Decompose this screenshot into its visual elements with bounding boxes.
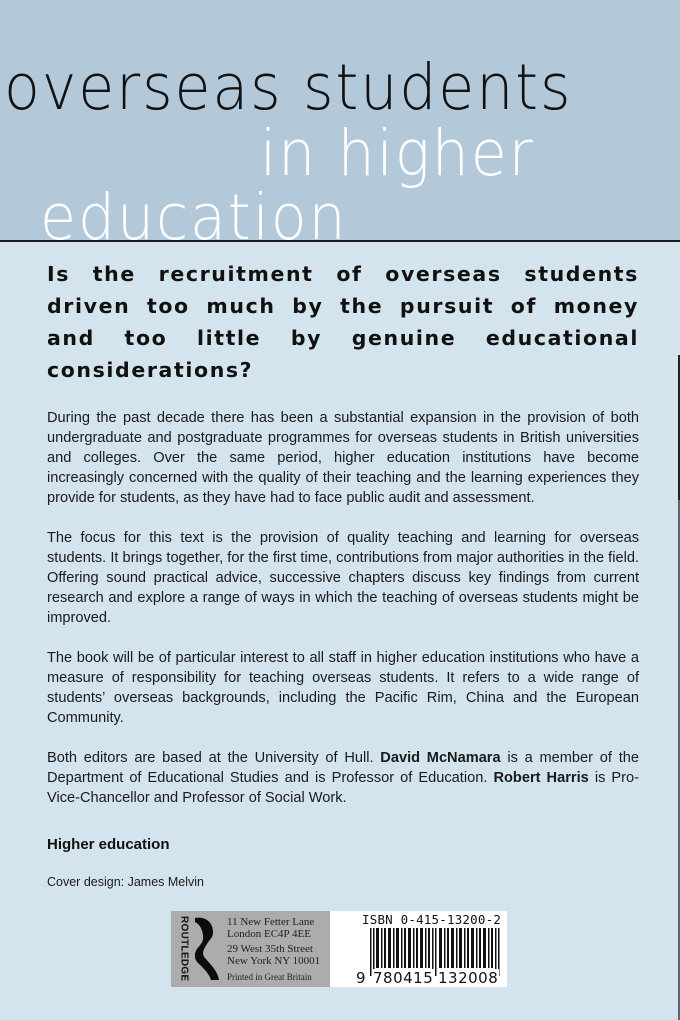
editor-name-mcnamara: David McNamara: [380, 750, 501, 766]
header-divider: [0, 240, 680, 242]
editors-paragraph: [47, 748, 639, 808]
publisher-name: ROUTLEDGE: [178, 916, 190, 982]
cover-header: [0, 0, 680, 240]
address-line-1: 11 New Fetter Lane: [227, 916, 315, 928]
routledge-profile-logo-icon: [191, 916, 221, 982]
printed-in: Printed in Great Britain: [227, 972, 312, 982]
address-line-4: New York NY 10001: [227, 955, 321, 967]
title-in-higher: in higher: [260, 117, 535, 190]
editor-name-harris: Robert Harris: [493, 770, 589, 786]
blurb-content: [47, 258, 639, 889]
isbn-number: ISBN 0-415-13200-2: [362, 912, 502, 927]
ean-first-digit: 9: [356, 969, 366, 987]
publisher-imprint: [171, 911, 330, 987]
editor-desc-harris: is Pro-Vice-Chancellor and Professor of Social Work.: [47, 770, 640, 806]
address-line-2: London EC4P 4EE: [227, 928, 311, 940]
lead-question: Is the recruitment of overseas students driven too much by the pursuit of money and too little by genuine educational considerations?: [47, 262, 639, 382]
title-education: education: [40, 181, 348, 240]
isbn-barcode: [330, 911, 507, 987]
subject-category: Higher education: [47, 836, 170, 853]
publisher-address: [227, 916, 320, 983]
ean-right-group: 132008: [438, 969, 499, 987]
blurb-paragraph-1: During the past decade there has been a substantial expansion in the provision of both undergraduate and postgraduate programmes for overseas students in British universities and colleges. Over the same period, higher education institutions have become increasingly concerned with the quality of their teaching and the learning experiences they provide for students, as they have had to face public audit and assessment.: [47, 410, 639, 506]
editor-desc-mcnamara: is a member of the Department of Educational Studies and is Professor of Education.: [47, 750, 639, 786]
blurb-paragraph-2: The focus for this text is the provision of quality teaching and learning for overseas students. It brings together, for the first time, contributions from major authorities in the field. Offering sound practical advice, successive chapters discuss key findings from current research and explore a range of ways in which the teaching of overseas students might be improved.: [47, 530, 639, 626]
address-line-3: 29 West 35th Street: [227, 943, 313, 955]
cover-design-credit: Cover design: James Melvin: [47, 875, 205, 889]
ean-left-group: 780415: [373, 969, 434, 987]
editors-intro: Both editors are based at the University of Hull.: [47, 750, 374, 766]
blurb-paragraph-3: The book will be of particular interest to all staff in higher education institutions who have a measure of responsibility for teaching overseas students. It refers to a wide range of students’ overseas backgrounds, including the Pacific Rim, China and the European Community.: [47, 650, 639, 726]
title-overseas-students: overseas students: [4, 51, 573, 124]
